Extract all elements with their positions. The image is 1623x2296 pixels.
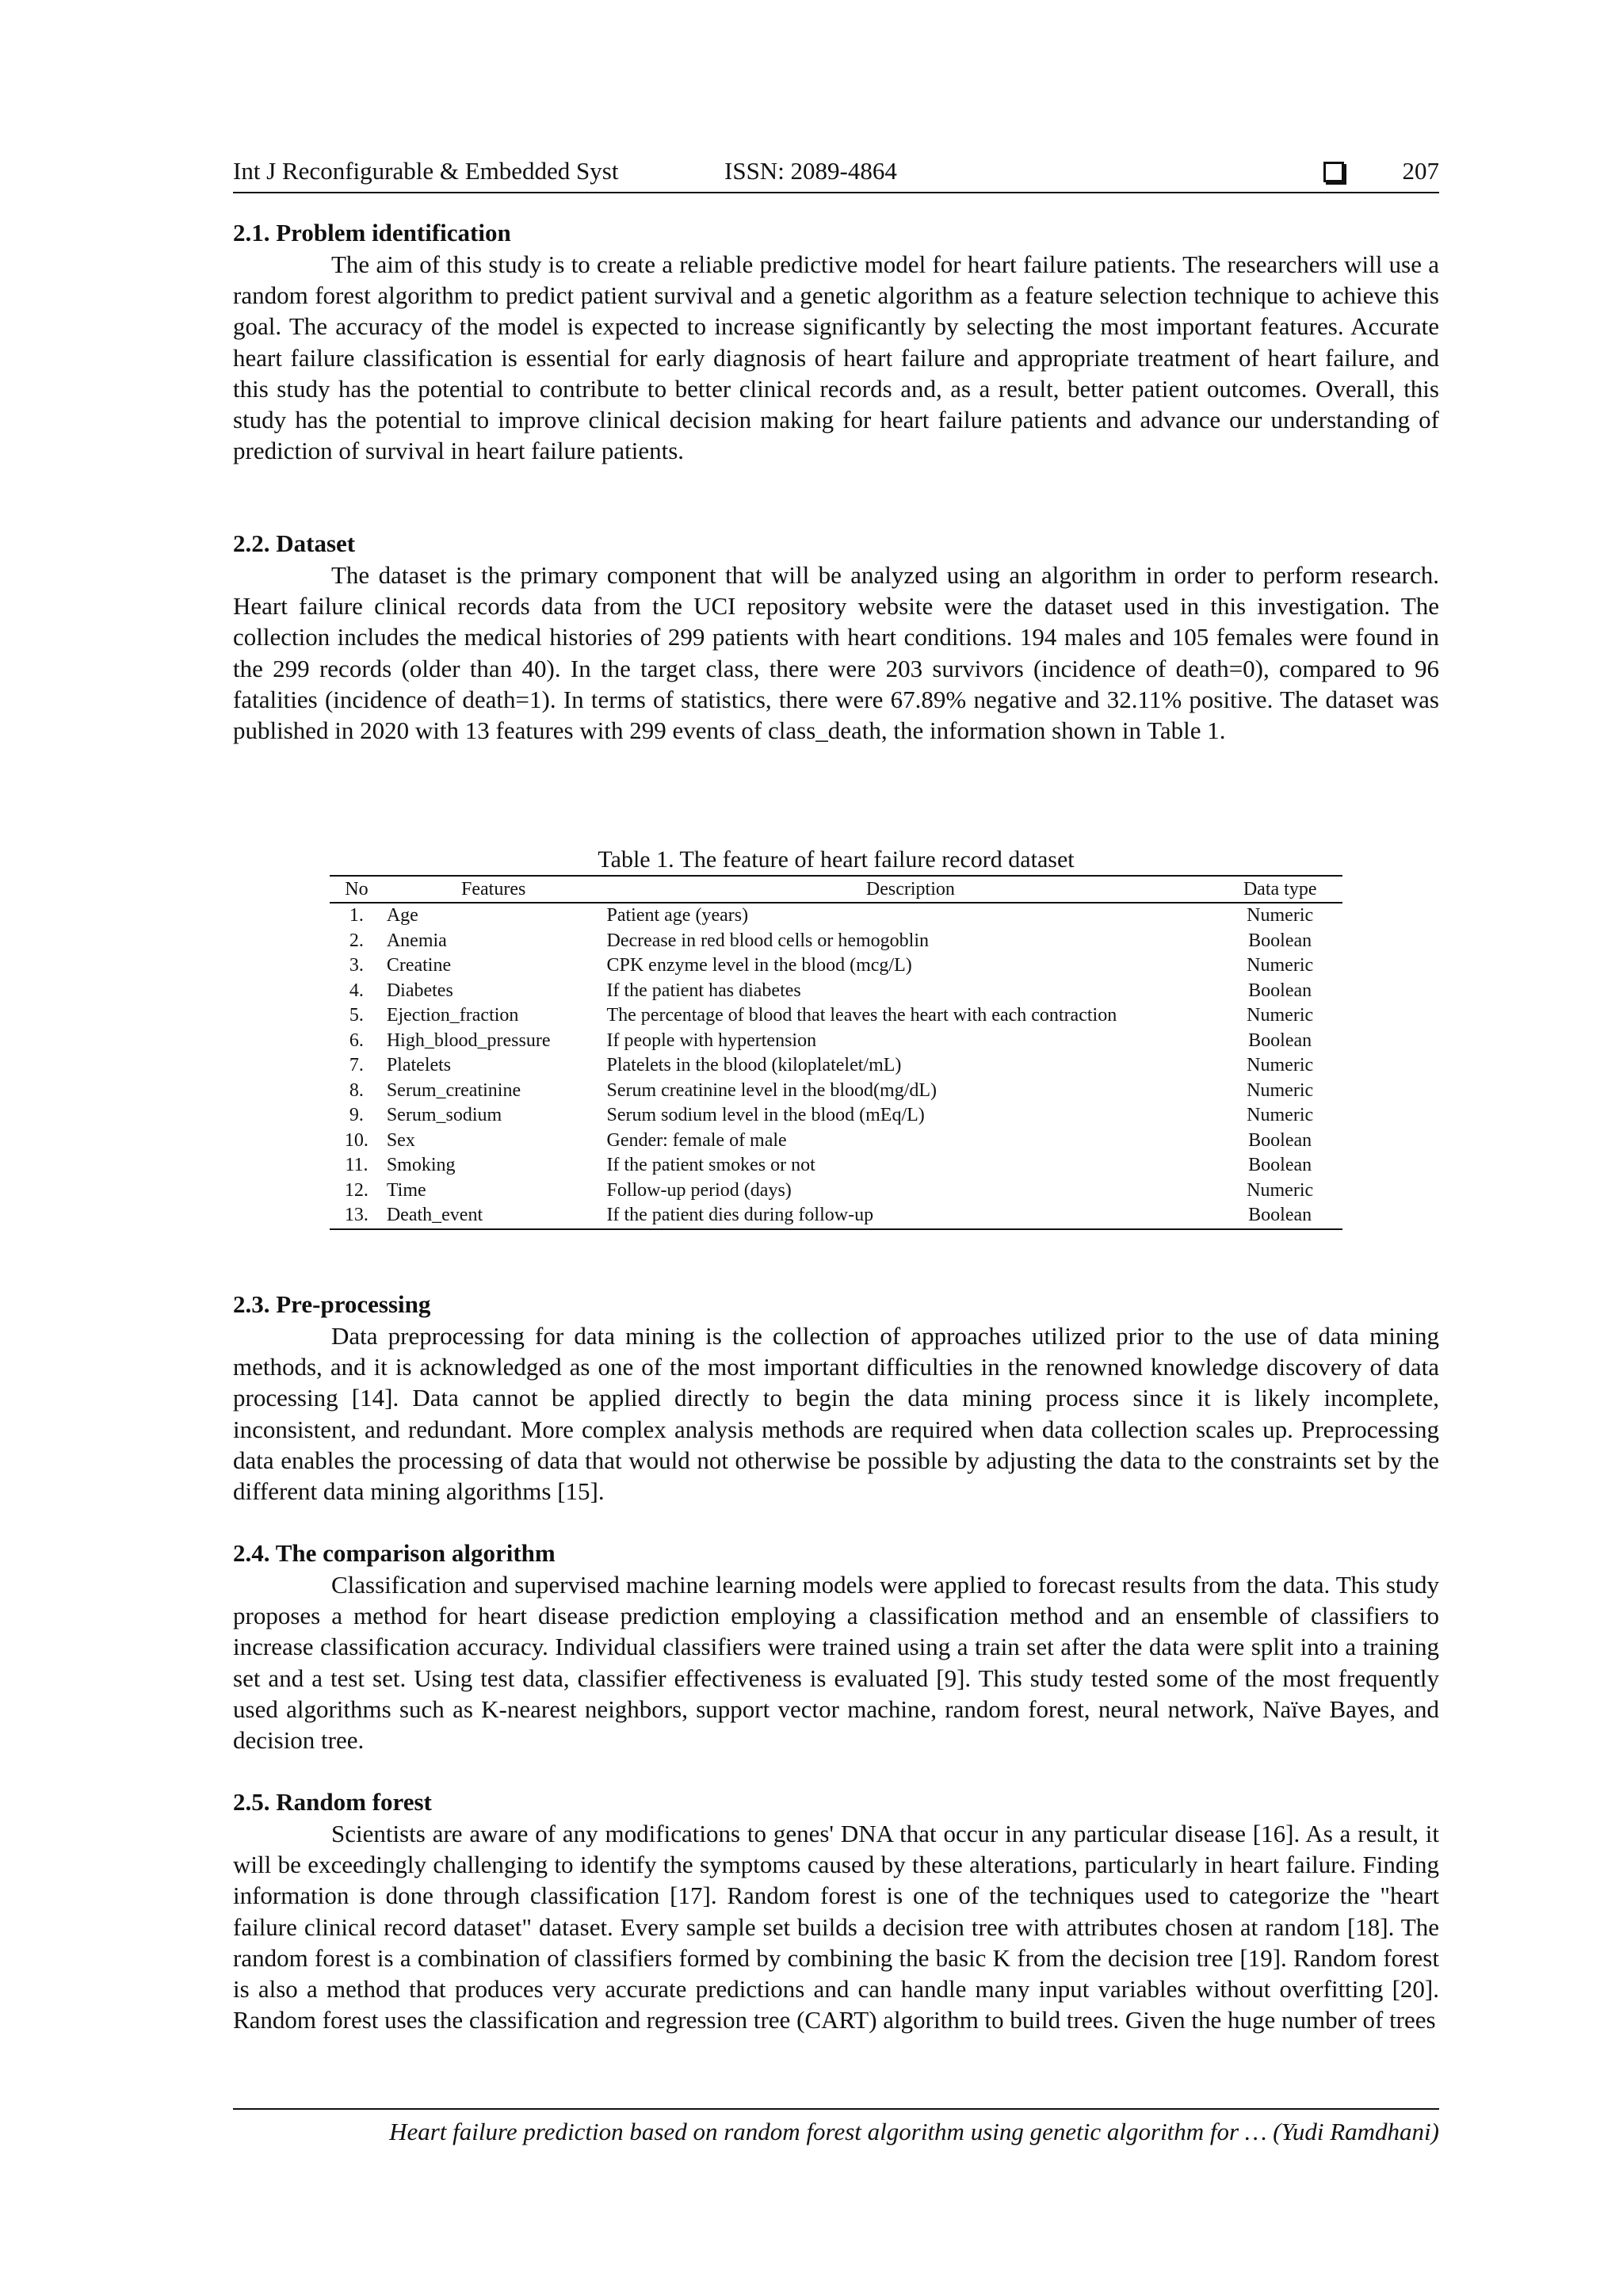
table-cell: 1.: [349, 905, 364, 926]
table-row: [330, 1029, 1342, 1054]
table-cell: 4.: [349, 980, 364, 1001]
table-cell: Boolean: [1248, 1155, 1312, 1175]
feature-table: [330, 875, 1342, 1230]
section-paragraph: Data preprocessing for data mining is the collection of approaches utilized prior to the use of data mining methods, and it is acknowledged as one of the most important difficulties in the renowned knowledge discovery of data processing [14]. Data cannot be applied directly to begin the data mining process since it is likely incomplete, inconsistent, and redundant. More complex analysis methods are required when data collection scales up. Preprocessing data enables the processing of data that would not otherwise be possible by adjusting the data to the constraints set by the different data mining algorithms [15].: [233, 1322, 1439, 1506]
table-cell: Boolean: [1248, 1030, 1312, 1051]
table-row: [330, 929, 1342, 954]
journal-name: Int J Reconfigurable & Embedded Syst: [233, 157, 619, 185]
table-cell: Numeric: [1247, 1079, 1314, 1101]
table-cell: Death_event: [386, 1205, 483, 1225]
table-cell: 9.: [349, 1105, 364, 1125]
table-cell: Age: [386, 905, 418, 926]
square-bullet-icon: [1323, 162, 1344, 182]
table-cell: Boolean: [1248, 930, 1312, 951]
section-title: 2.1. Problem identification: [233, 219, 511, 246]
section-title: 2.4. The comparison algorithm: [233, 1539, 556, 1567]
table-cell: Creatine: [386, 955, 452, 976]
section-paragraph: The dataset is the primary component that will be analyzed using an algorithm in order to perform research. Heart failure clinical records data from the UCI repository website were the dataset used in this investigation. The collection includes the medical histories of 299 patients with heart conditions. 194 males and 105 females were found in the 299 records (older than 40). In the target class, there were 203 survivors (incidence of death=0), compared to 96 fatalities (incidence of death=1). In terms of statistics, there were 67.89% negative and 32.11% positive. The dataset was published in 2020 with 13 features with 299 events of class_death, the information shown in Table 1.: [233, 561, 1439, 745]
table-cell: 2.: [349, 930, 364, 951]
table-cell: Platelets: [386, 1055, 452, 1075]
table-caption: Table 1. The feature of heart failure record dataset: [598, 846, 1075, 873]
table-row: [330, 953, 1342, 979]
table-cell: If the patient dies during follow-up: [606, 1205, 874, 1225]
running-footer: Heart failure prediction based on random forest algorithm using genetic algorithm for … (Yudi Ramdhani): [233, 2108, 1439, 2146]
table-cell: 12.: [344, 1179, 369, 1201]
section-paragraph: Scientists are aware of any modifications to genes' DNA that occur in any particular disease [16]. As a result, it will be exceedingly challenging to identify the symptoms caused by these alterations, particularly in heart failure. Finding information is done through classification [17]. Random forest is one of the techniques used to categorize the "heart failure clinical record dataset" dataset. Every sample set builds a decision tree with attributes chosen at random [18]. The random forest is a combination of classifiers formed by combining the basic K from the decision tree [19]. Random forest is also a method that produces very accurate predictions and can handle many input variables without overfitting [20]. Random forest uses the classification and regression tree (CART) algorithm to build trees. Given the huge number of trees: [233, 1820, 1439, 2034]
table-cell: Serum creatinine level in the blood(mg/dL): [606, 1079, 938, 1101]
table-cell: Patient age (years): [606, 905, 749, 926]
issn: ISSN: 2089-4864: [724, 157, 897, 185]
table-row: [330, 903, 1342, 929]
table-row: [330, 1179, 1342, 1204]
table-cell: Smoking: [386, 1155, 456, 1175]
table-cell: The percentage of blood that leaves the heart with each contraction: [606, 1005, 1117, 1026]
table-cell: Numeric: [1247, 1005, 1314, 1026]
table-cell: Numeric: [1247, 1105, 1314, 1125]
table-cell: Numeric: [1247, 1179, 1314, 1201]
column-header: Description: [603, 876, 1217, 903]
table-row: [330, 1203, 1342, 1229]
table-row: [330, 979, 1342, 1004]
table-row: [330, 1153, 1342, 1179]
column-header: Data type: [1217, 876, 1342, 903]
table-row: [330, 1079, 1342, 1104]
section-paragraph: The aim of this study is to create a reliable predictive model for heart failure patients. The researchers will use a random forest algorithm to predict patient survival and a genetic algorithm as a feature selection technique to achieve this goal. The accuracy of the model is expected to increase significantly by selecting the most important features. Accurate heart failure classification is essential for early diagnosis of heart failure and appropriate treatment of heart failure, and this study has the potential to contribute to better clinical records and, as a result, better patient outcomes. Overall, this study has the potential to improve clinical decision making for heart failure patients and advance our understanding of prediction of survival in heart failure patients.: [233, 250, 1439, 465]
page-number: 207: [1402, 157, 1439, 185]
table-cell: Serum_sodium: [386, 1105, 502, 1125]
section-paragraph: Classification and supervised machine learning models were applied to forecast results from the data. This study proposes a method for heart disease prediction employing a classification method and an ensemble of classifiers to increase classification accuracy. Individual classifiers were trained using a train set after the data were split into a training set and a test set. Using test data, classifier effectiveness is evaluated [9]. This study tested some of the most frequently used algorithms such as K-nearest neighbors, support vector machine, random forest, neural network, Naïve Bayes, and decision tree.: [233, 1571, 1439, 1755]
table-cell: 5.: [349, 1005, 364, 1026]
table-row: [330, 1003, 1342, 1029]
table-cell: 13.: [344, 1205, 369, 1225]
table-cell: Boolean: [1248, 1129, 1312, 1151]
table-cell: Anemia: [386, 930, 447, 951]
table-cell: CPK enzyme level in the blood (mcg/L): [606, 955, 912, 976]
table-cell: Numeric: [1247, 955, 1314, 976]
table-cell: Decrease in red blood cells or hemogoblin: [606, 930, 930, 951]
table-cell: Diabetes: [386, 980, 453, 1001]
table-cell: Serum sodium level in the blood (mEq/L): [606, 1105, 925, 1125]
section-title: 2.3. Pre-processing: [233, 1290, 431, 1318]
table-cell: Ejection_fraction: [386, 1005, 519, 1026]
table-cell: If the patient smokes or not: [606, 1155, 815, 1175]
table-cell: Sex: [386, 1129, 415, 1151]
table-cell: If the patient has diabetes: [606, 980, 801, 1001]
table-cell: 3.: [349, 955, 364, 976]
column-header: Features: [384, 876, 604, 903]
table-cell: 11.: [345, 1155, 369, 1175]
table-cell: Gender: female of male: [606, 1129, 787, 1151]
section-title: 2.2. Dataset: [233, 529, 356, 557]
table-cell: Numeric: [1247, 905, 1314, 926]
table-cell: Platelets in the blood (kiloplatelet/mL): [606, 1055, 902, 1075]
table-cell: If people with hypertension: [606, 1030, 817, 1051]
column-header: No: [330, 876, 384, 903]
table-cell: Follow-up period (days): [606, 1179, 792, 1201]
section-title: 2.5. Random forest: [233, 1788, 432, 1816]
table-cell: 10.: [344, 1129, 369, 1151]
table-cell: Serum_creatinine: [386, 1079, 521, 1101]
table-header-row: [330, 876, 1342, 903]
feature-table-block: [330, 845, 1342, 1230]
table-row: [330, 1129, 1342, 1154]
table-row: [330, 1053, 1342, 1079]
table-cell: 7.: [349, 1055, 364, 1075]
table-cell: High_blood_pressure: [386, 1030, 551, 1051]
table-cell: Numeric: [1247, 1055, 1314, 1075]
table-cell: Time: [386, 1179, 426, 1201]
running-header: [233, 155, 1439, 193]
table-cell: Boolean: [1248, 980, 1312, 1001]
table-cell: Boolean: [1248, 1205, 1312, 1225]
table-row: [330, 1103, 1342, 1129]
table-cell: 6.: [349, 1030, 364, 1051]
table-cell: 8.: [349, 1079, 364, 1101]
